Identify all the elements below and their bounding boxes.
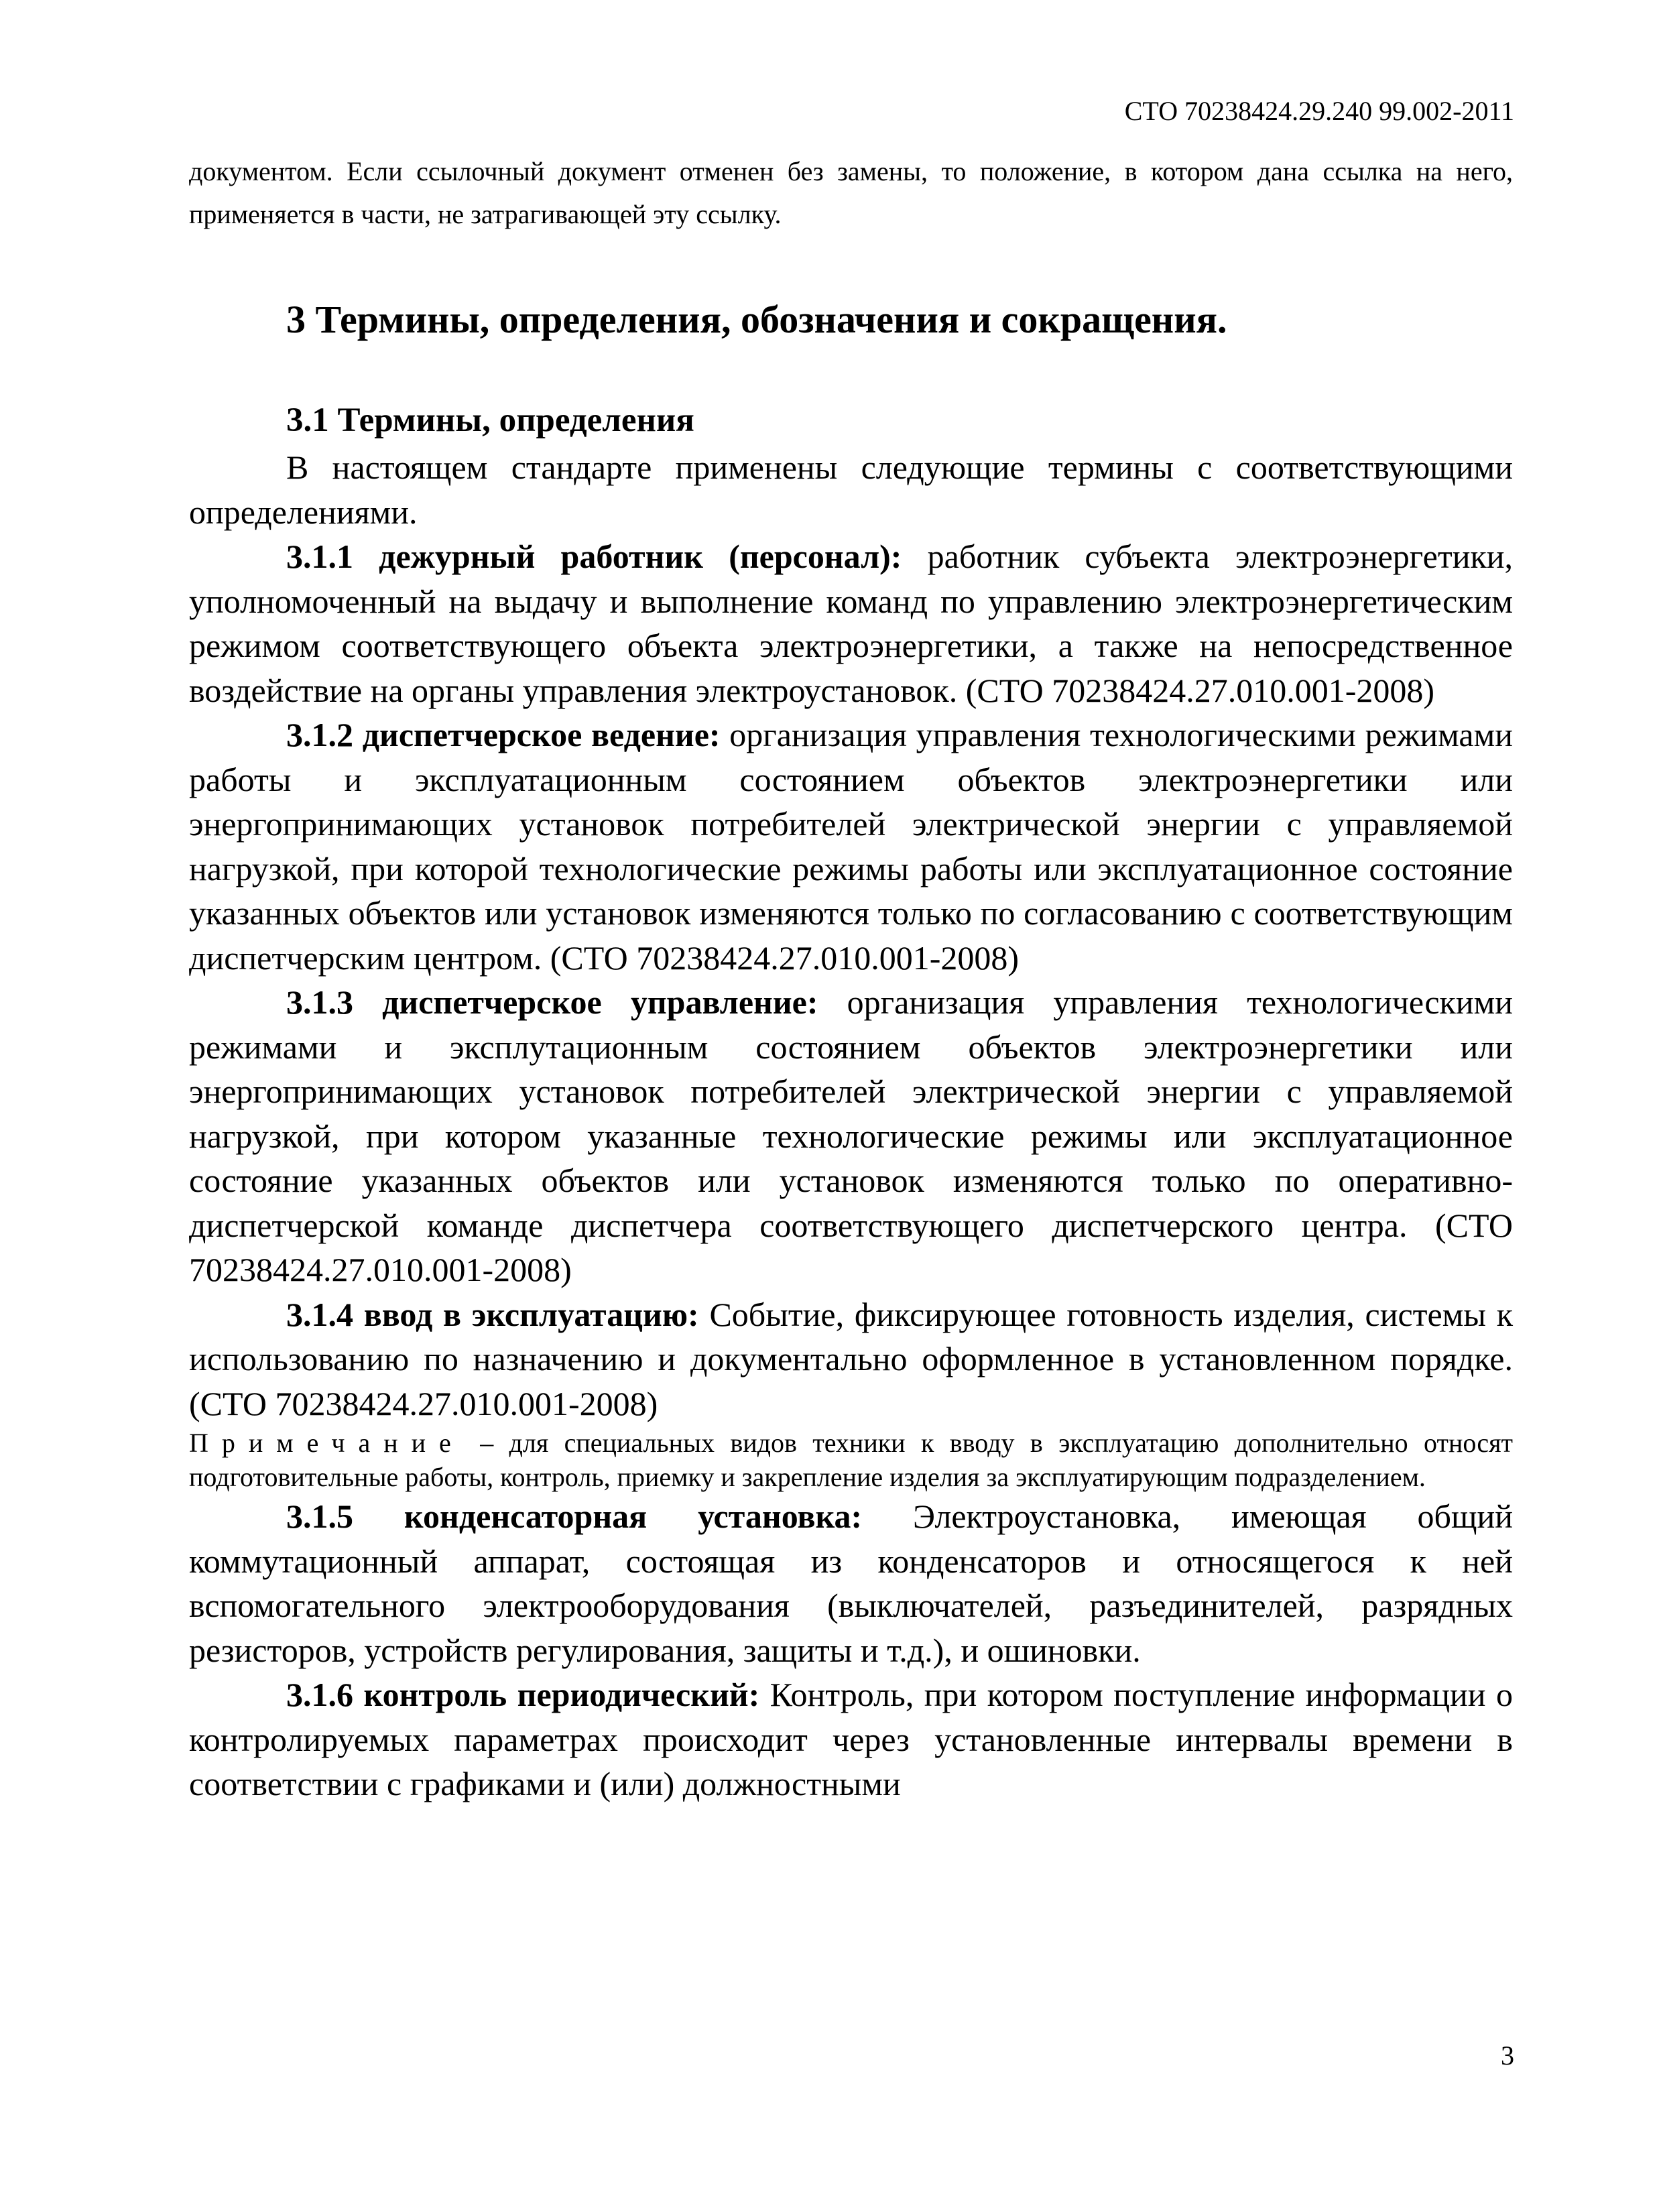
term-number: 3.1.5 — [286, 1497, 353, 1535]
section-heading: 3 Термины, определения, обозначения и сокращения. — [286, 298, 1227, 341]
document-code: СТО 70238424.29.240 99.002-2011 — [1124, 96, 1514, 126]
term-3-1-5 — [189, 1494, 1513, 1672]
term-definition: Контроль, при котором поступление информации о контролируемых параметрах происходит через установленные интервалы времени в соответствии с графиками и (или) должностными — [189, 1676, 1513, 1802]
term-number: 3.1.4 — [286, 1295, 353, 1333]
term-definition: работник субъекта электроэнергетики, уполномоченный на выдачу и выполнение команд по управлению электроэнергетическим режимом соответствующего объекта электроэнергетики, а также на непосредственное воздействие на органы управления электроустановок. (СТО 70238424.27.010.001-2008) — [189, 538, 1514, 709]
subsection-heading: 3.1 Термины, определения — [286, 402, 694, 439]
term-3-1-3 — [189, 980, 1513, 1292]
note-label: Примечание — [189, 1428, 465, 1458]
intro-paragraph: В настоящем стандарте применены следующие термины с соответствующими определениями. — [189, 448, 1513, 531]
term-name: конденсаторная установка: — [404, 1497, 863, 1535]
term-3-1-6 — [189, 1672, 1513, 1806]
term-name: диспетчерское управление: — [382, 983, 818, 1021]
term-number: 3.1.1 — [286, 538, 353, 575]
page-content — [189, 150, 1513, 1806]
term-name: диспетчерское ведение: — [362, 716, 721, 753]
term-definition: Событие, фиксирующее готовность изделия, системы к использованию по назначению и документально оформленное в установленном порядке. (СТО 70238424.27.010.001-2008) — [189, 1295, 1514, 1422]
note-paragraph — [189, 1426, 1513, 1494]
term-3-1-2 — [189, 713, 1513, 980]
page-number: 3 — [1501, 2040, 1514, 2071]
term-name: ввод в эксплуатацию: — [363, 1295, 699, 1333]
continuation-paragraph: документом. Если ссылочный документ отменен без замены, то положение, в котором дана ссылка на него, применяется в части, не затрагивающей эту ссылку. — [189, 156, 1513, 229]
term-number: 3.1.3 — [286, 983, 353, 1021]
note-text: – для специальных видов техники к вводу в эксплуатацию дополнительно относят подготовительные работы, контроль, приемку и закрепление изделия за эксплуатирующим подразделением. — [189, 1428, 1514, 1492]
term-number: 3.1.2 — [286, 716, 353, 753]
term-definition: организация управления технологическими режимами работы и эксплуатационным состоянием объектов электроэнергетики или энергопринимающих установок потребителей электрической энергии с управляемой нагрузкой, при которой технологические режимы работы или эксплуатационное состояние указанных объектов или установок изменяются только по согласованию с соответствующим диспетчерским центром. (СТО 70238424.27.010.001-2008) — [189, 716, 1514, 977]
term-3-1-4 — [189, 1292, 1513, 1426]
term-name: контроль периодический: — [363, 1676, 760, 1713]
term-number: 3.1.6 — [286, 1676, 353, 1713]
term-name: дежурный работник (персонал): — [379, 538, 902, 575]
term-3-1-1 — [189, 534, 1513, 713]
term-definition: Электроустановка, имеющая общий коммутационный аппарат, состоящая из конденсаторов и относящегося к ней вспомогательного электрооборудования (выключателей, разъединителей, разрядных резисторов, устройств регулирования, защиты и т.д.), и ошиновки. — [189, 1497, 1514, 1669]
term-definition: организация управления технологическими режимами и эксплутационным состоянием объектов электроэнергетики или энергопринимающих установок потребителей электрической энергии с управляемой нагрузкой, при котором указанные технологические режимы или эксплуатационное состояние указанных объектов или установок изменяются только по оперативно-диспетчерской команде диспетчера соответствующего диспетчерского центра. (СТО 70238424.27.010.001-2008) — [189, 983, 1514, 1288]
